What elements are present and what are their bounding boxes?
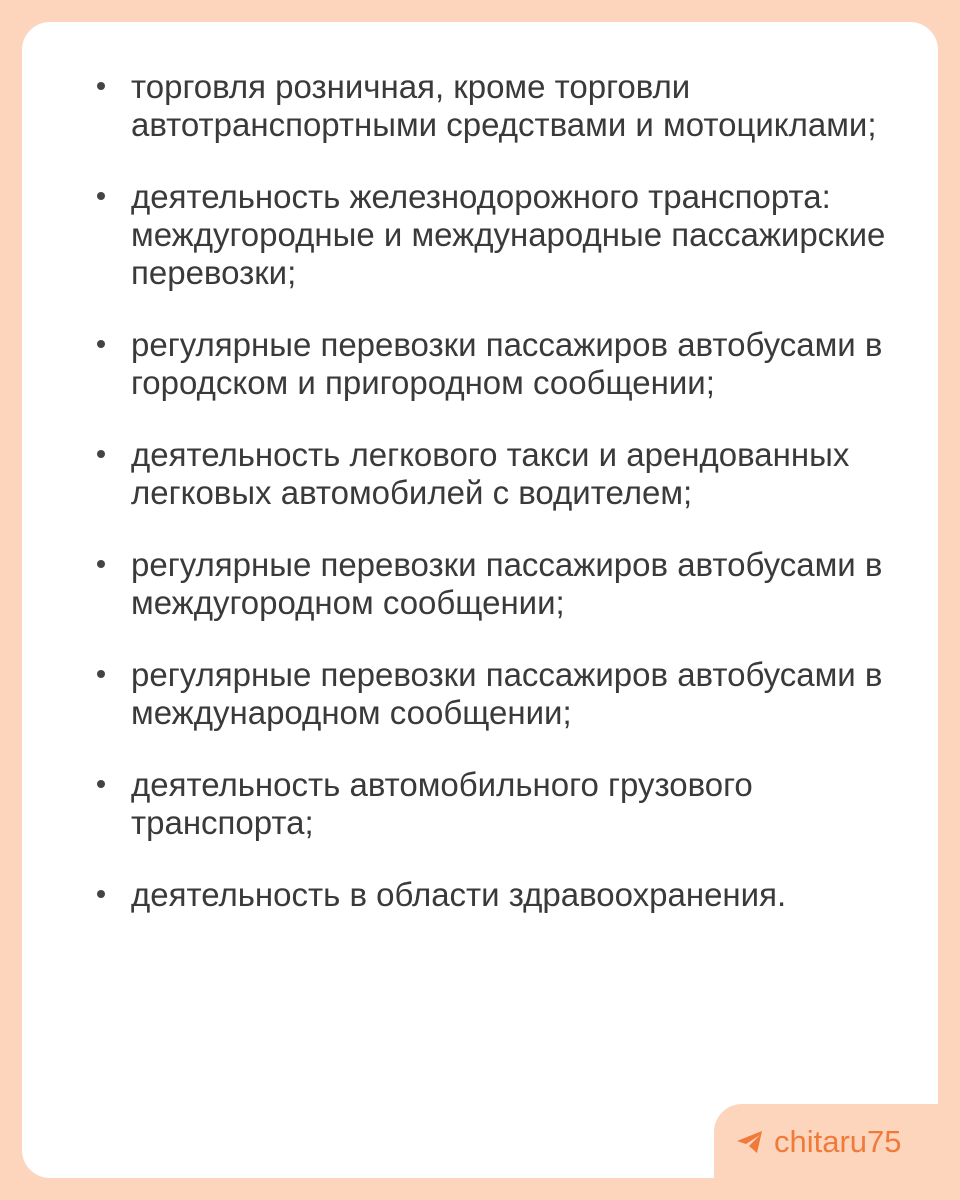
list-item (87, 436, 917, 512)
list-item (87, 326, 917, 402)
list-item-text: регулярные перевозки пассажиров автобусами в городском и пригородном сообщении; (131, 326, 883, 401)
channel-handle[interactable]: chitaru75 (774, 1124, 902, 1159)
bullet-icon (97, 890, 105, 898)
list-item (87, 178, 917, 292)
bullet-icon (97, 340, 105, 348)
channel-badge-content (736, 1124, 902, 1160)
list-item-text: регулярные перевозки пассажиров автобусами в междугородном сообщении; (131, 546, 883, 621)
bullet-icon (97, 670, 105, 678)
list-item (87, 68, 917, 144)
list-item (87, 656, 917, 732)
list-item (87, 766, 917, 842)
channel-badge[interactable] (714, 1104, 960, 1200)
list-item-text: деятельность в области здравоохранения. (131, 876, 787, 913)
activity-list (87, 68, 917, 948)
list-item-text: торговля розничная, кроме торговли автотранспортными средствами и мотоциклами; (131, 68, 877, 143)
list-item-text: деятельность железнодорожного транспорта: междугородные и международные пассажирские перевозки; (131, 178, 886, 291)
bullet-icon (97, 192, 105, 200)
list-item-text: регулярные перевозки пассажиров автобусами в международном сообщении; (131, 656, 883, 731)
content-card (22, 22, 938, 1178)
list-item-text: деятельность легкового такси и арендованных легковых автомобилей с водителем; (131, 436, 850, 511)
bullet-icon (97, 82, 105, 90)
telegram-icon (736, 1130, 764, 1154)
list-item (87, 546, 917, 622)
list-item-text: деятельность автомобильного грузового транспорта; (131, 766, 753, 841)
list-item (87, 876, 917, 914)
bullet-icon (97, 450, 105, 458)
bullet-icon (97, 560, 105, 568)
bullet-icon (97, 780, 105, 788)
